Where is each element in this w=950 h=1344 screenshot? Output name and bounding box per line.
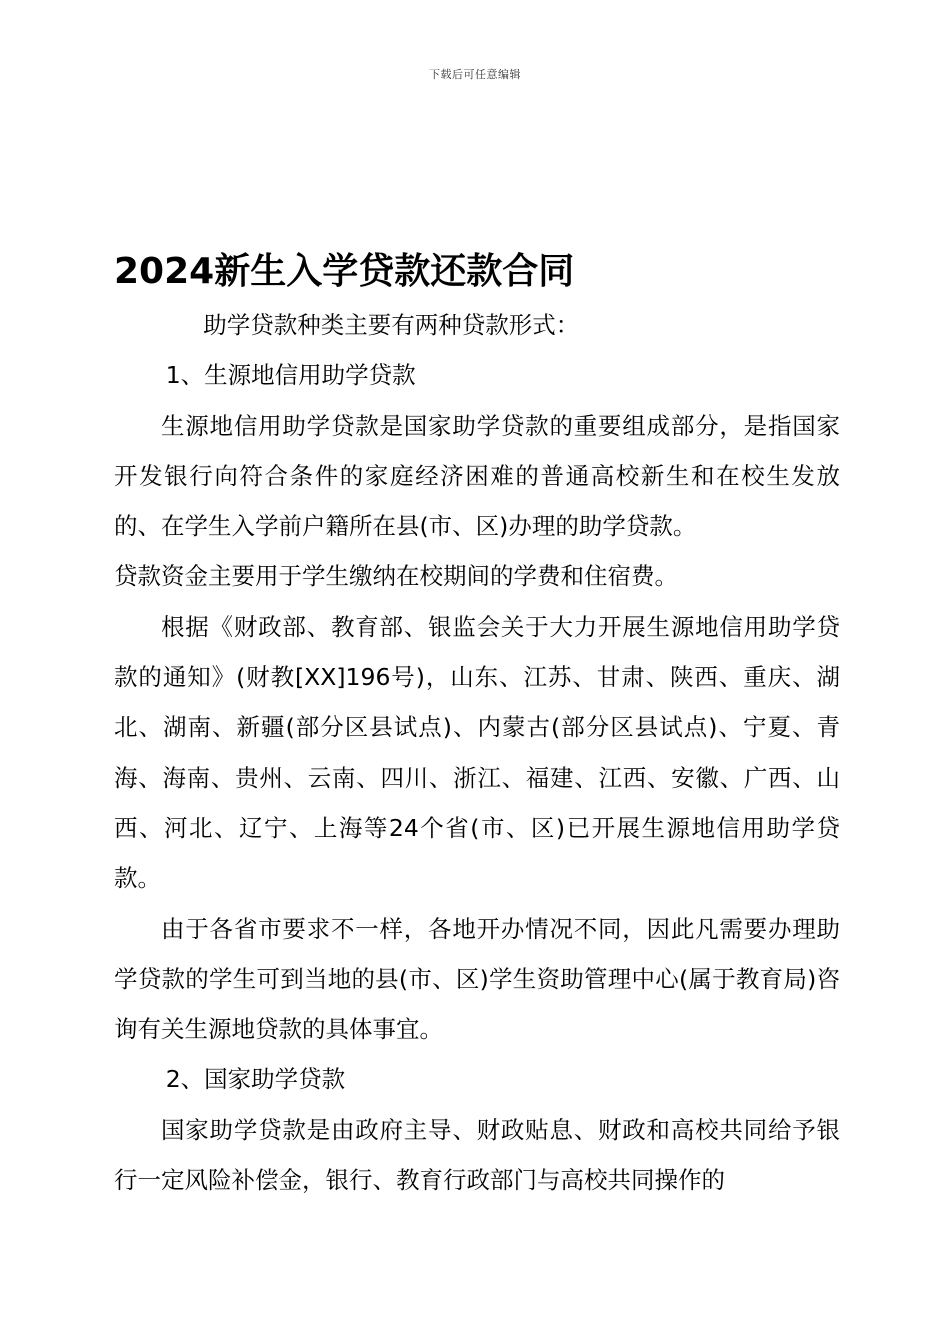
body-paragraph: 由于各省市要求不一样，各地开办情况不同，因此凡需要办理助学贷款的学生可到当地的县(市、区)学生资助管理中心(属于教育局)咨询有关生源地贷款的具体事宜。 — [114, 914, 840, 1044]
body-paragraph: 根据《财政部、教育部、银监会关于大力开展生源地信用助学贷款的通知》(财教[XX]196号)，山东、江苏、甘肃、陕西、重庆、湖北、湖南、新疆(部分区县试点)、内蒙古(部分区县试点)、宁夏、青海、海南、贵州、云南、四川、浙江、福建、江西、安徽、广西、山西、河北、辽宁、上海等24个省(市、区)已开展生源地信用助学贷款。 — [114, 612, 840, 893]
document-title: 2024新生入学贷款还款合同 — [114, 251, 575, 292]
body-paragraph: 国家助学贷款是由政府主导、财政贴息、财政和高校共同给予银行一定风险补偿金，银行、教育行政部门与高校共同操作的 — [114, 1115, 840, 1195]
header-note: 下载后可任意编辑 — [429, 68, 521, 81]
section-heading-2: 2、国家助学贷款 — [165, 1065, 346, 1094]
section-heading-1: 1、生源地信用助学贷款 — [165, 361, 416, 390]
intro-paragraph: 助学贷款种类主要有两种贷款形式： — [203, 311, 580, 339]
document-body — [114, 300, 840, 1205]
body-paragraph: 贷款资金主要用于学生缴纳在校期间的学费和住宿费。 — [114, 562, 678, 591]
body-paragraph: 生源地信用助学贷款是国家助学贷款的重要组成部分，是指国家开发银行向符合条件的家庭经济困难的普通高校新生和在校生发放的、在学生入学前户籍所在县(市、区)办理的助学贷款。 — [114, 411, 840, 541]
